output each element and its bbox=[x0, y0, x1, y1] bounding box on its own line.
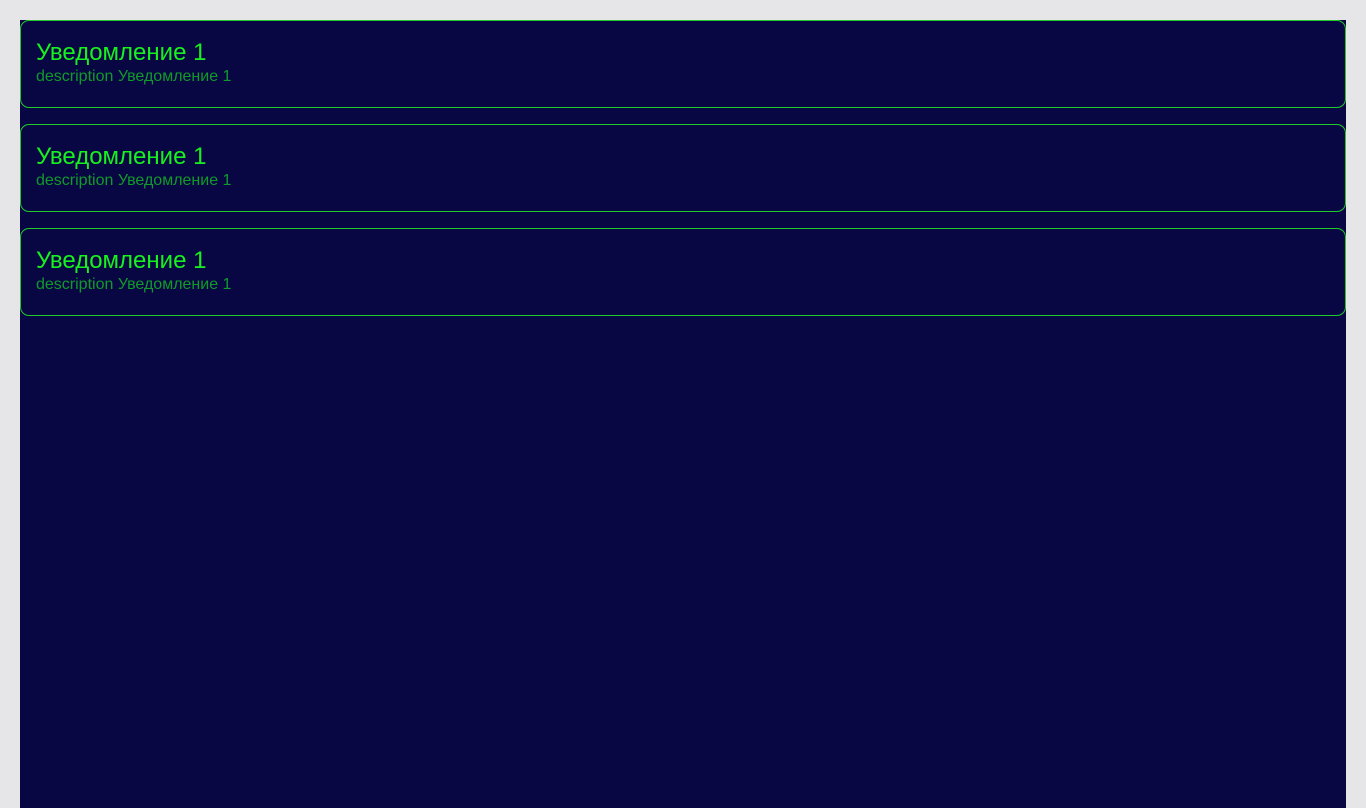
notification-card[interactable] bbox=[20, 124, 1346, 212]
notification-description: description Уведомление 1 bbox=[36, 172, 232, 189]
notification-title: Уведомление 1 bbox=[36, 39, 207, 66]
notification-list bbox=[20, 20, 1346, 332]
notification-title: Уведомление 1 bbox=[36, 247, 207, 274]
notification-card[interactable] bbox=[20, 228, 1346, 316]
notification-card[interactable] bbox=[20, 20, 1346, 108]
notification-description: description Уведомление 1 bbox=[36, 68, 232, 85]
notification-title: Уведомление 1 bbox=[36, 143, 207, 170]
notification-description: description Уведомление 1 bbox=[36, 276, 232, 293]
notifications-panel bbox=[20, 20, 1346, 808]
